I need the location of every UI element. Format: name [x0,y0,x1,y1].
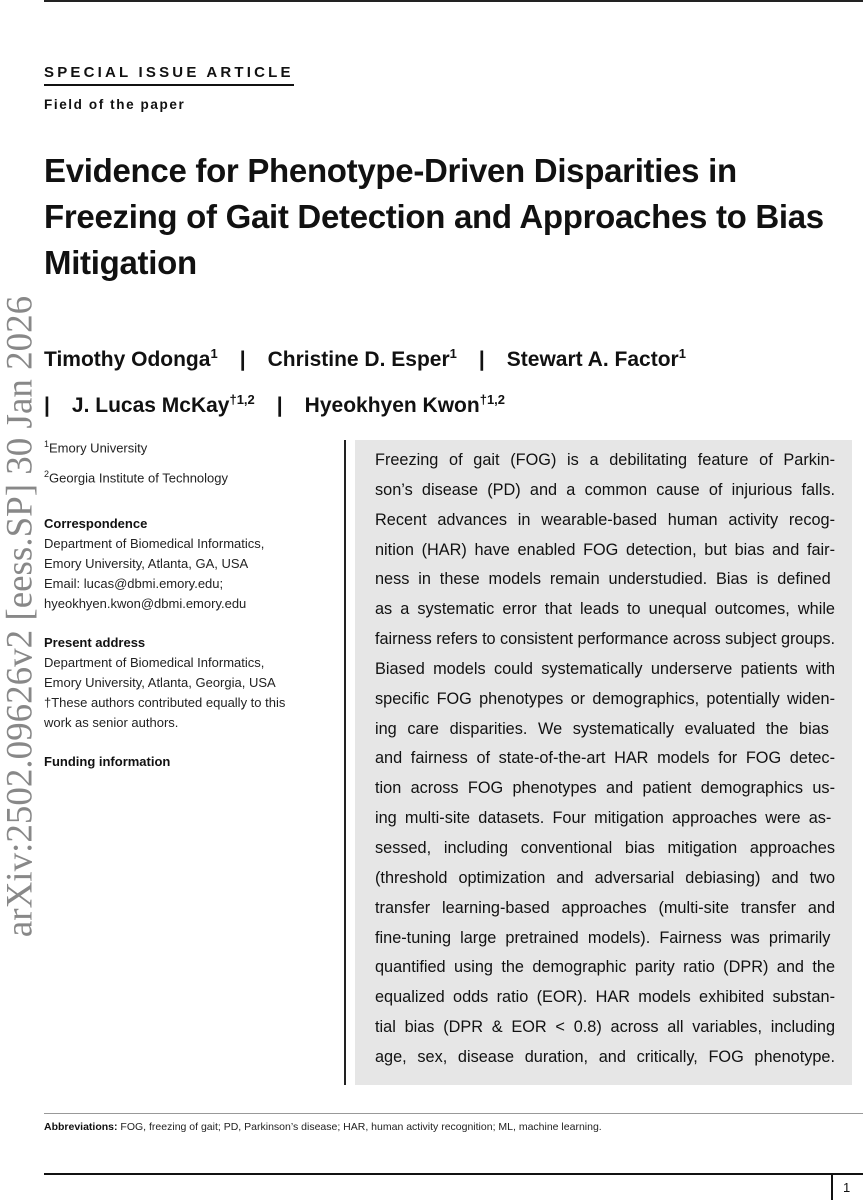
author: Timothy Odonga$^1$ [44,346,218,371]
author-separator: | [44,394,50,417]
correspondence-line: Emory University, Atlanta, GA, USA [44,555,249,571]
abstract-line: Freezing of gait (FOG) is a debilitating feature of Parkin- [375,451,835,469]
abstract-line: transfer learning-based approaches (multi-site transfer and [375,898,835,917]
page-number-rule [831,1173,833,1200]
abstract-line: (threshold optimization and adversarial debiasing) and two [375,868,835,887]
side-info [44,434,324,772]
address-line: work as senior authors. [44,714,179,730]
address-line: Emory University, Atlanta, Georgia, USA [44,674,276,690]
correspondence-line: Department of Biomedical Informatics, [44,535,265,551]
bottom-rule [44,1173,863,1175]
footnote-rule [44,1113,863,1114]
title-line: Freezing of Gait Detection and Approaches to Bias [44,198,824,235]
address-line: †These authors contributed equally to this [44,694,286,710]
title-line: Mitigation [44,244,197,281]
author: Hyeokhyen Kwon$^{\dagger 1,2}$ [304,392,506,417]
abstract-line: ness in these models remain understudied. Bias is defined [375,570,831,589]
abstract-box [355,440,852,1085]
email-link[interactable]: hyeokhyen.kwon@dbmi.emory.edu [44,595,247,611]
abstract-line: fairness refers to consistent performance across subject groups. [375,630,835,649]
abstract-line: specific FOG phenotypes or demographics, potentially widen- [375,689,835,708]
author-separator: | [478,348,485,371]
abstract-line: fine-tuning large pretrained models). Fairness was primarily [375,928,831,947]
abstract-line: Recent advances in wearable-based human activity recog- [375,510,835,529]
address-line: Department of Biomedical Informatics, [44,654,265,670]
abstract-line: and fairness of state-of-the-art HAR models for FOG detec- [375,749,835,768]
correspondence-heading: Correspondence [44,515,148,531]
abstract-line: as a systematic error that leads to unequal outcomes, while [375,600,835,619]
funding-heading: Funding information [44,753,171,769]
affiliation: $^2$Georgia Institute of Technology [44,469,229,486]
author-separator: | [239,348,246,371]
top-rule [44,0,863,2]
present-address-heading: Present address [44,634,146,650]
abstract-line: equalized odds ratio (EOR). HAR models exhibited substan- [375,988,835,1007]
abstract-line: sessed, including conventional bias mitigation approaches [375,838,835,857]
author: Stewart A. Factor$^1$ [506,346,686,371]
abstract-line: age, sex, disease duration, and critically, FOG phenotype. [375,1047,835,1066]
abbreviations-footnote: Abbreviations: FOG, freezing of gait; PD, Parkinson’s disease; HAR, human activity recognition; ML, machine learning. [44,1121,602,1133]
abstract-line: quantified using the demographic parity ratio (DPR) and the [375,958,835,977]
email-link[interactable]: Email: lucas@dbmi.emory.edu; [44,575,224,591]
abstract-line: tial bias (DPR & EOR < 0.8) across all variables, including [375,1018,835,1037]
abstract-line: son’s disease (PD) and a common cause of injurious falls. [375,480,835,499]
abstract-line: Biased models could systematically underserve patients with [375,659,835,678]
abstract-line: tion across FOG phenotypes and patient demographics us- [375,779,835,798]
article-type: SPECIAL ISSUE ARTICLE [44,64,294,86]
abstract-text [375,446,835,1073]
paper-field: Field of the paper [44,97,186,112]
abstract-line: ing care disparities. We systematically evaluated the bias [375,719,829,738]
abstract-line: ing multi-site datasets. Four mitigation approaches were as- [375,809,832,828]
title-line: Evidence for Phenotype-Driven Disparities in [44,152,737,189]
affiliation: $^1$Emory University [44,439,148,456]
abstract-rule [344,440,346,1085]
author: J. Lucas McKay$^{\dagger 1,2}$ [71,392,255,417]
arxiv-watermark: arXiv:2502.09626v2 [eess.SP] 30 Jan 2026 [0,295,41,938]
author: Christine D. Esper$^1$ [267,346,457,371]
author-list [44,334,844,426]
page-number: 1 [843,1180,851,1195]
abstract-line: nition (HAR) have enabled FOG detection, but bias and fair- [375,540,835,559]
author-separator: | [276,394,283,417]
paper-title [44,148,859,286]
